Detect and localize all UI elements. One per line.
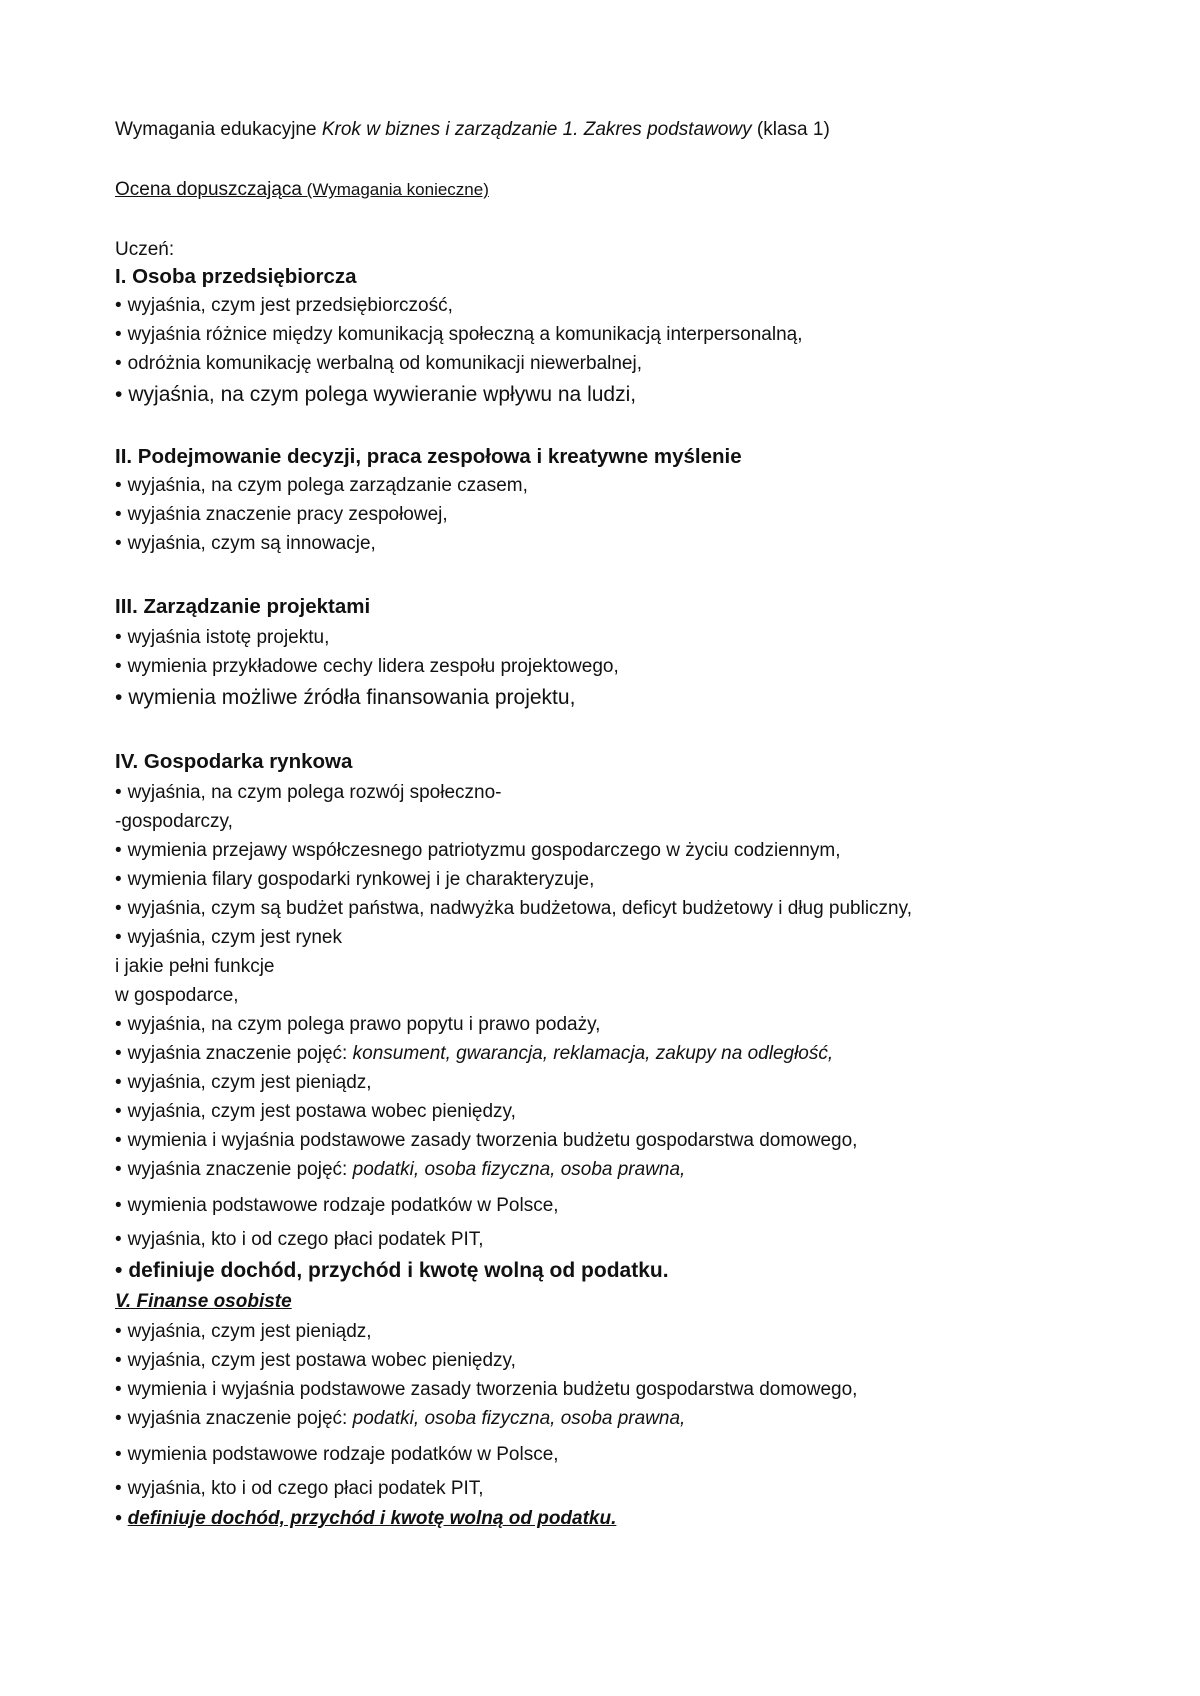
list-item: • wymienia filary gospodarki rynkowej i je charakteryzuje,: [115, 869, 595, 890]
bullet-icon: •: [115, 1444, 122, 1465]
bullet-icon: •: [115, 295, 122, 316]
list-item: • wyjaśnia, czym jest przedsiębiorczość,: [115, 295, 453, 316]
list-item: • wyjaśnia, na czym polega prawo popytu i prawo podaży,: [115, 1014, 601, 1035]
list-item: • definiuje dochód, przychód i kwotę wolną od podatku.: [115, 1508, 617, 1529]
list-item-continuation: w gospodarce,: [115, 985, 239, 1006]
list-item: • wymienia przejawy współczesnego patriotyzmu gospodarczego w życiu codziennym,: [115, 840, 841, 861]
list-item: • odróżnia komunikację werbalną od komunikacji niewerbalnej,: [115, 353, 642, 374]
bullet-icon: •: [115, 1130, 122, 1151]
list-item: • wyjaśnia, czym są innowacje,: [115, 533, 376, 554]
section-heading-3: III. Zarządzanie projektami: [115, 595, 371, 618]
list-item: • definiuje dochód, przychód i kwotę wolną od podatku.: [115, 1259, 669, 1282]
bullet-icon: •: [115, 898, 122, 919]
list-item: • wyjaśnia, kto i od czego płaci podatek PIT,: [115, 1478, 484, 1499]
list-item: • wyjaśnia znaczenie pojęć: konsument, gwarancja, reklamacja, zakupy na odległość,: [115, 1043, 834, 1064]
bullet-icon: •: [115, 383, 123, 406]
list-item: • wyjaśnia znaczenie pojęć: podatki, osoba fizyczna, osoba prawna,: [115, 1408, 686, 1429]
bullet-icon: •: [115, 1101, 122, 1122]
bullet-icon: •: [115, 1195, 122, 1216]
list-item: • wyjaśnia, na czym polega zarządzanie czasem,: [115, 475, 528, 496]
list-item: • wyjaśnia, na czym polega wywieranie wpływu na ludzi,: [115, 383, 637, 406]
document-title: [115, 118, 830, 142]
list-item: • wymienia przykładowe cechy lidera zespołu projektowego,: [115, 656, 619, 677]
bullet-icon: •: [115, 533, 122, 554]
list-item: • wyjaśnia, czym jest postawa wobec pieniędzy,: [115, 1101, 516, 1122]
bullet-icon: •: [115, 869, 122, 890]
list-item: • wymienia możliwe źródła finansowania projektu,: [115, 686, 576, 709]
bullet-icon: •: [115, 840, 122, 861]
list-item: • wyjaśnia znaczenie pracy zespołowej,: [115, 504, 448, 525]
section-heading-5: V. Finanse osobiste: [115, 1291, 292, 1312]
bullet-icon: •: [115, 353, 122, 374]
bullet-icon: •: [115, 782, 122, 803]
list-item: • wymienia podstawowe rodzaje podatków w Polsce,: [115, 1444, 559, 1465]
bullet-icon: •: [115, 656, 122, 677]
bullet-icon: •: [115, 1043, 122, 1064]
bullet-icon: •: [115, 1259, 123, 1282]
section-heading-1: I. Osoba przedsiębiorcza: [115, 265, 357, 288]
bullet-icon: •: [115, 504, 122, 525]
bullet-icon: •: [115, 324, 122, 345]
list-item-continuation: i jakie pełni funkcje: [115, 956, 275, 977]
grade-note: (Wymagania konieczne): [301, 180, 489, 199]
bullet-icon: •: [115, 686, 123, 709]
bullet-icon: •: [115, 927, 122, 948]
list-item: • wymienia i wyjaśnia podstawowe zasady tworzenia budżetu gospodarstwa domowego,: [115, 1379, 858, 1400]
bullet-icon: •: [115, 627, 122, 648]
student-label: Uczeń:: [115, 239, 175, 260]
list-item: • wyjaśnia, czym jest postawa wobec pieniędzy,: [115, 1350, 516, 1371]
list-item: • wymienia podstawowe rodzaje podatków w Polsce,: [115, 1195, 559, 1216]
bullet-icon: •: [115, 1350, 122, 1371]
title-book: Krok w biznes i zarządzanie 1. Zakres podstawowy: [321, 119, 752, 140]
list-item: • wyjaśnia, czym jest pieniądz,: [115, 1072, 372, 1093]
bullet-icon: •: [115, 1408, 122, 1429]
list-item: • wyjaśnia, czym jest rynek: [115, 927, 342, 948]
title-suffix: (klasa 1): [751, 119, 830, 140]
bullet-icon: •: [115, 1229, 122, 1250]
bullet-icon: •: [115, 1072, 122, 1093]
list-item: • wyjaśnia, czym jest pieniądz,: [115, 1321, 372, 1342]
bullet-icon: •: [115, 1159, 122, 1180]
bullet-icon: •: [115, 1014, 122, 1035]
bullet-icon: •: [115, 1508, 122, 1529]
grade-label: Ocena dopuszczająca: [115, 179, 302, 200]
bullet-icon: •: [115, 1321, 122, 1342]
list-item: • wyjaśnia istotę projektu,: [115, 627, 330, 648]
list-item: • wymienia i wyjaśnia podstawowe zasady tworzenia budżetu gospodarstwa domowego,: [115, 1130, 858, 1151]
list-item-continuation: -gospodarczy,: [115, 811, 233, 832]
bullet-icon: •: [115, 1379, 122, 1400]
section-heading-4: IV. Gospodarka rynkowa: [115, 750, 353, 773]
bullet-icon: •: [115, 475, 122, 496]
list-item: • wyjaśnia, na czym polega rozwój społeczno-: [115, 782, 502, 803]
title-prefix: Wymagania edukacyjne: [115, 119, 322, 140]
bullet-icon: •: [115, 1478, 122, 1499]
section-heading-2: II. Podejmowanie decyzji, praca zespołowa i kreatywne myślenie: [115, 445, 742, 468]
list-item: • wyjaśnia różnice między komunikacją społeczną a komunikacją interpersonalną,: [115, 324, 803, 345]
list-item: • wyjaśnia, czym są budżet państwa, nadwyżka budżetowa, deficyt budżetowy i dług publiczny,: [115, 898, 912, 919]
list-item: • wyjaśnia znaczenie pojęć: podatki, osoba fizyczna, osoba prawna,: [115, 1159, 686, 1180]
list-item: • wyjaśnia, kto i od czego płaci podatek PIT,: [115, 1229, 484, 1250]
grade-heading: [115, 178, 489, 202]
